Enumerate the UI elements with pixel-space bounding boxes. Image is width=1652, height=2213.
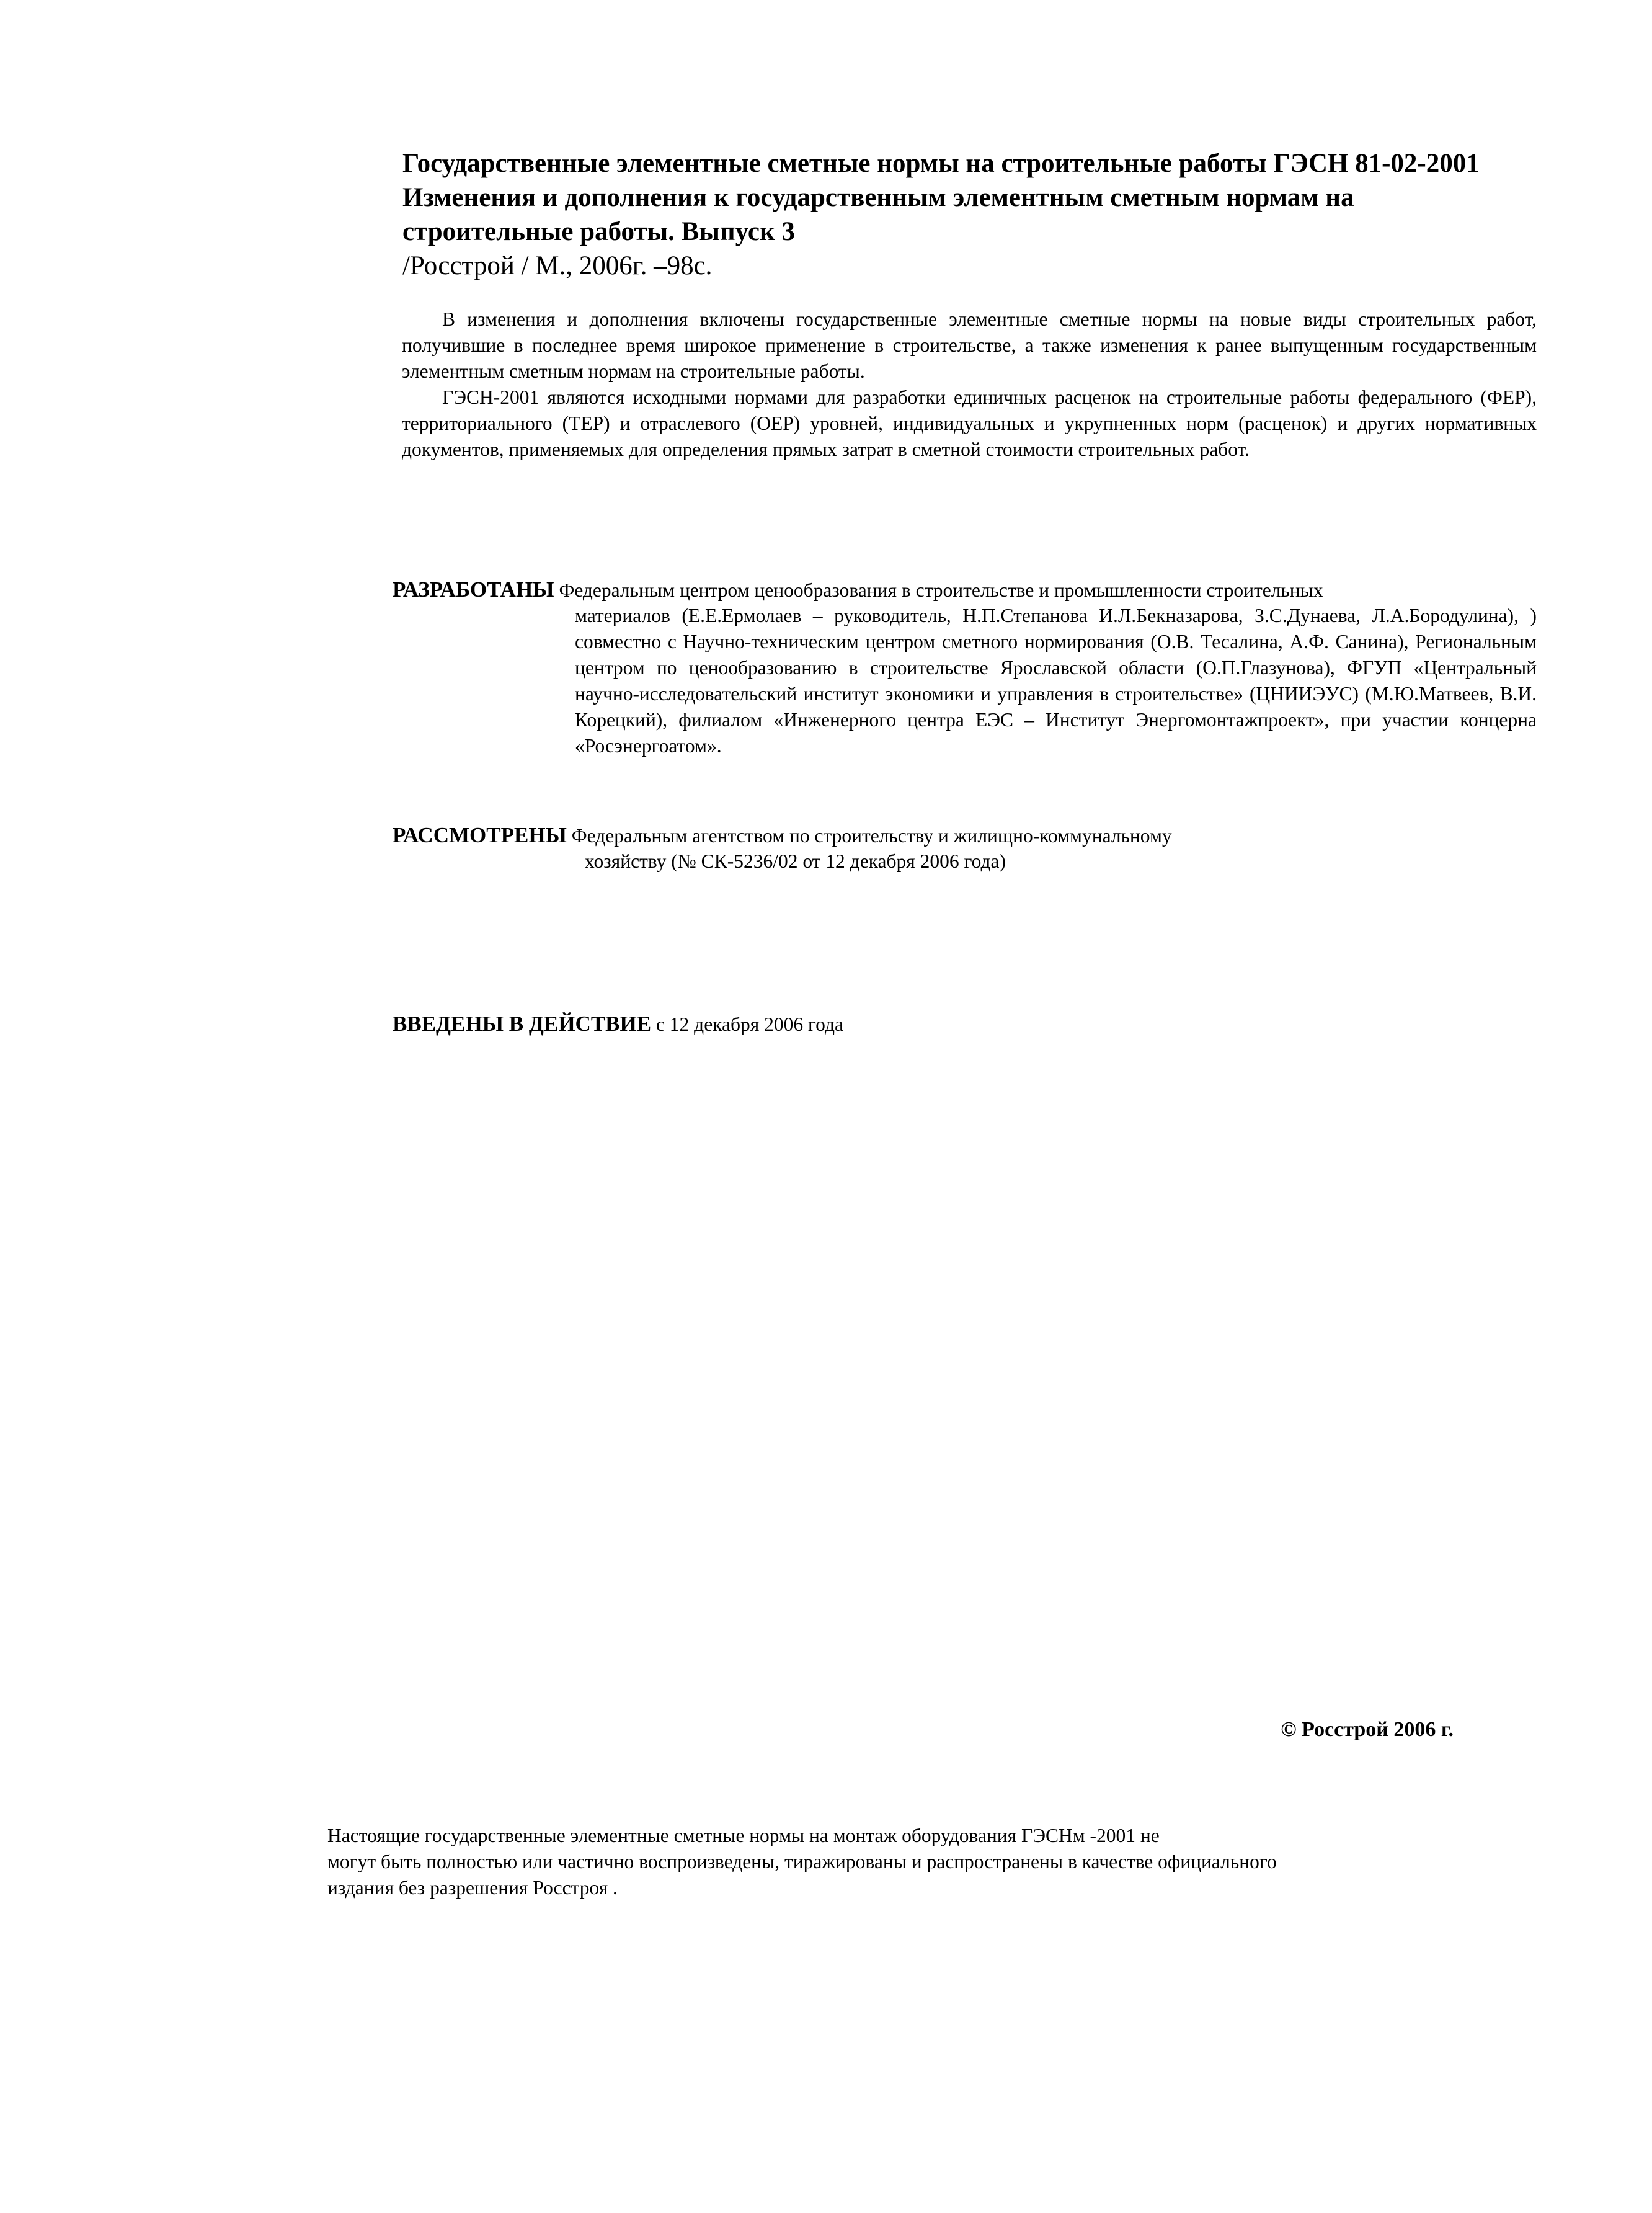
developed-by-first-line: Федеральным центром ценообразования в строительстве и промышленности строительных bbox=[559, 579, 1323, 601]
developed-by-text: материалов (Е.Е.Ермолаев – руководитель, Н.П.Степанова И.Л.Бекназарова, З.С.Дунаева, Л.А.Бородулина), ) совместно с Научно-техническим центром сметного нормирования (О.В. Тесалина, А.Ф. Санина), Региональным центром по ценообразованию в строительстве Ярославской области (О.П.Глазунова), ФГУП «Центральный научно-исследовательский институт экономики и управления в строительстве» (ЦНИИЭУС) (М.Ю.Матвеев, В.И. Корецкий), филиалом «Инженерного центра ЕЭС – Институт Энергомонтажпроект», при участии концерна «Росэнергоатом». bbox=[575, 605, 1537, 757]
reviewed-by-section bbox=[393, 822, 1537, 875]
reviewed-by-head bbox=[393, 822, 1172, 849]
legal-line-2: могут быть полностью или частично воспроизведены, тиражированы и распространены в качестве официального bbox=[327, 1851, 1277, 1872]
abstract bbox=[402, 306, 1537, 463]
title-line-1: Государственные элементные сметные нормы на строительные работы ГЭСН 81-02-2001 bbox=[402, 149, 1480, 178]
reviewed-by-text: хозяйству (№ СК-5236/02 от 12 декабря 2006 года) bbox=[585, 850, 1006, 872]
legal-line-1: Настоящие государственные элементные сметные нормы на монтаж оборудования ГЭСНм -2001 не bbox=[327, 1825, 1160, 1846]
abstract-paragraph-2: ГЭСН-2001 являются исходными нормами для разработки единичных расценок на строительные работы федерального (ФЕР), территориального (ТЕР) и отраслевого (ОЕР) уровней, индивидуальных и укрупненных норм (расценок) и других нормативных документов, применяемых для определения прямых затрат в сметной стоимости строительных работ. bbox=[402, 386, 1537, 460]
legal-notice bbox=[327, 1823, 1493, 1901]
enacted-date: с 12 декабря 2006 года bbox=[655, 1013, 844, 1035]
developed-by-head bbox=[393, 577, 1323, 603]
legal-line-3: издания без разрешения Росстроя . bbox=[327, 1877, 618, 1899]
abstract-paragraph-1: В изменения и дополнения включены государственные элементные сметные нормы на новые виды строительных работ, получившие в последнее время широкое применение в строительстве, а также изменения к ранее выпущенным государственным элементным сметным нормам на строительные работы. bbox=[402, 308, 1537, 382]
enacted-section bbox=[393, 1011, 1537, 1038]
title-line-2: Изменения и дополнения к государственным элементным сметным нормам на bbox=[402, 183, 1354, 212]
title-line-3: строительные работы. Выпуск 3 bbox=[402, 217, 795, 246]
enacted-label: ВВЕДЕНЫ В ДЕЙСТВИЕ bbox=[393, 1012, 652, 1036]
reviewed-by-first-line: Федеральным агентством по строительству и жилищно-коммунальному bbox=[571, 825, 1172, 847]
developed-by-label: РАЗРАБОТАНЫ bbox=[393, 577, 554, 602]
publisher-info: /Росстрой / М., 2006г. –98с. bbox=[402, 251, 713, 280]
reviewed-by-label: РАССМОТРЕНЫ bbox=[393, 823, 567, 847]
developed-by-section bbox=[393, 577, 1537, 759]
enacted-head bbox=[393, 1011, 1537, 1038]
copyright-notice: © Росстрой 2006 г. bbox=[1281, 1718, 1454, 1741]
document-title bbox=[402, 146, 1556, 283]
